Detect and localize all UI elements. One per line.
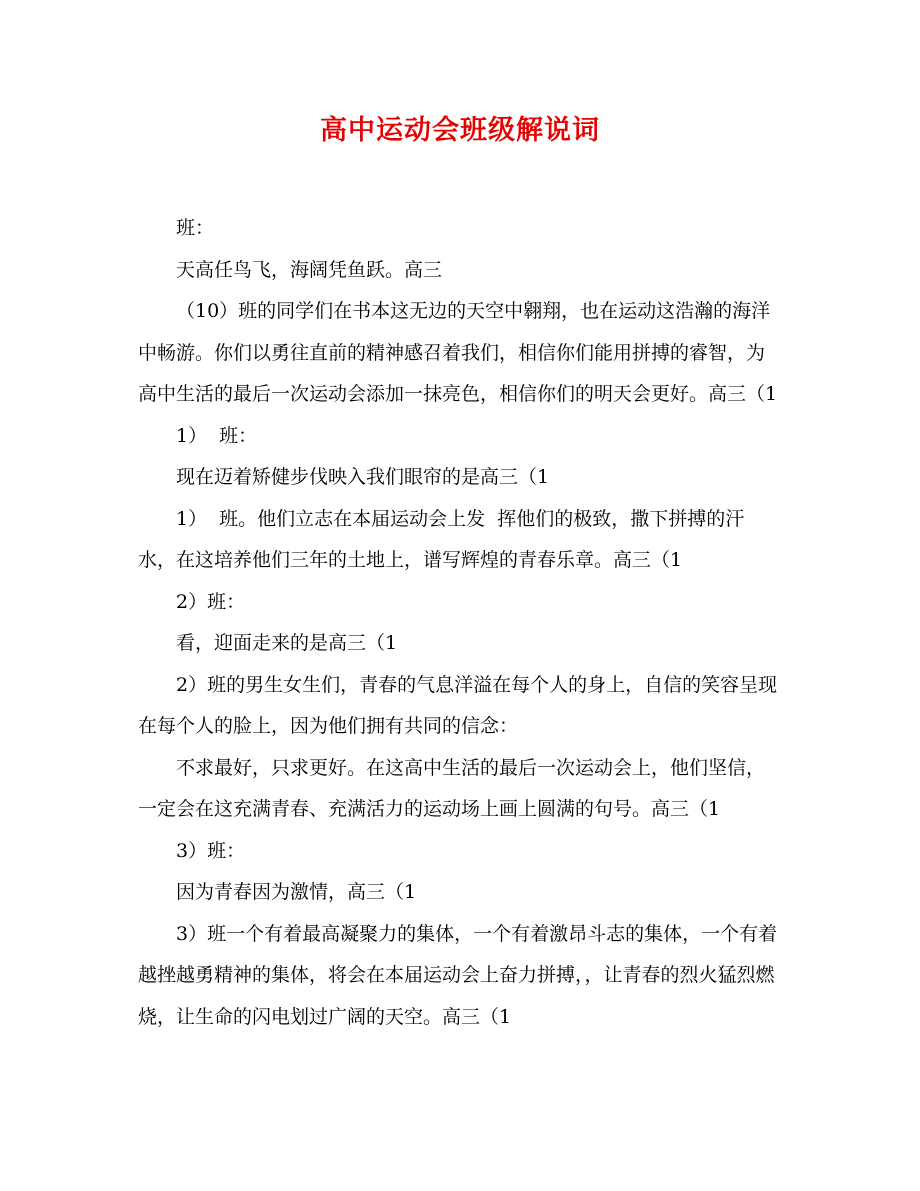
paragraph: 3）班： xyxy=(176,839,246,862)
paragraph: 看，迎面走来的是高三（1 xyxy=(176,632,398,654)
paragraph: 班： xyxy=(176,217,215,239)
paragraph: 不求最好，只求更好。在这高中生活的最后一次运动会上，他们坚信，一定会在这充满青春、充满活力的运动场上画上圆满的句号。高三（1 xyxy=(138,756,766,820)
document-title: 高中运动会班级解说词 xyxy=(320,115,600,146)
paragraph: 3）班一个有着最高凝聚力的集体，一个有着激昂斗志的集体，一个有着越挫越勇精神的集体，将会在本届运动会上奋力拼搏，，让青春的烈火猛烈燃烧，让生命的闪电划过广阔的天空。高三（1 xyxy=(138,922,778,1028)
paragraph: （10）班的同学们在书本这无边的天空中翱翔，也在运动这浩瀚的海洋中畅游。你们以勇往直前的精神感召着我们，相信你们能用拼搏的睿智，为高中生活的最后一次运动会添加一抹亮色，相信你们的明天会更好。高三（1 xyxy=(138,300,778,405)
paragraph: 1） 班： xyxy=(176,424,258,447)
document-body xyxy=(138,208,778,1038)
paragraph: 现在迈着矫健步伐映入我们眼帘的是高三（1 xyxy=(176,466,550,488)
paragraph: 天高任鸟飞，海阔凭鱼跃。高三 xyxy=(176,258,443,281)
paragraph: 1） 班。他们立志在本届运动会上发 挥他们的极致，撒下拼搏的汗水，在这培养他们三年的土地上，谱写辉煌的青春乐章。高三（1 xyxy=(138,507,745,571)
paragraph: 2）班的男生女生们，青春的气息洋溢在每个人的身上，自信的笑容呈现在每个人的脸上，因为他们拥有共同的信念： xyxy=(138,673,778,737)
paragraph: 因为青春因为激情，高三（1 xyxy=(176,881,417,903)
paragraph: 2）班： xyxy=(176,590,246,613)
